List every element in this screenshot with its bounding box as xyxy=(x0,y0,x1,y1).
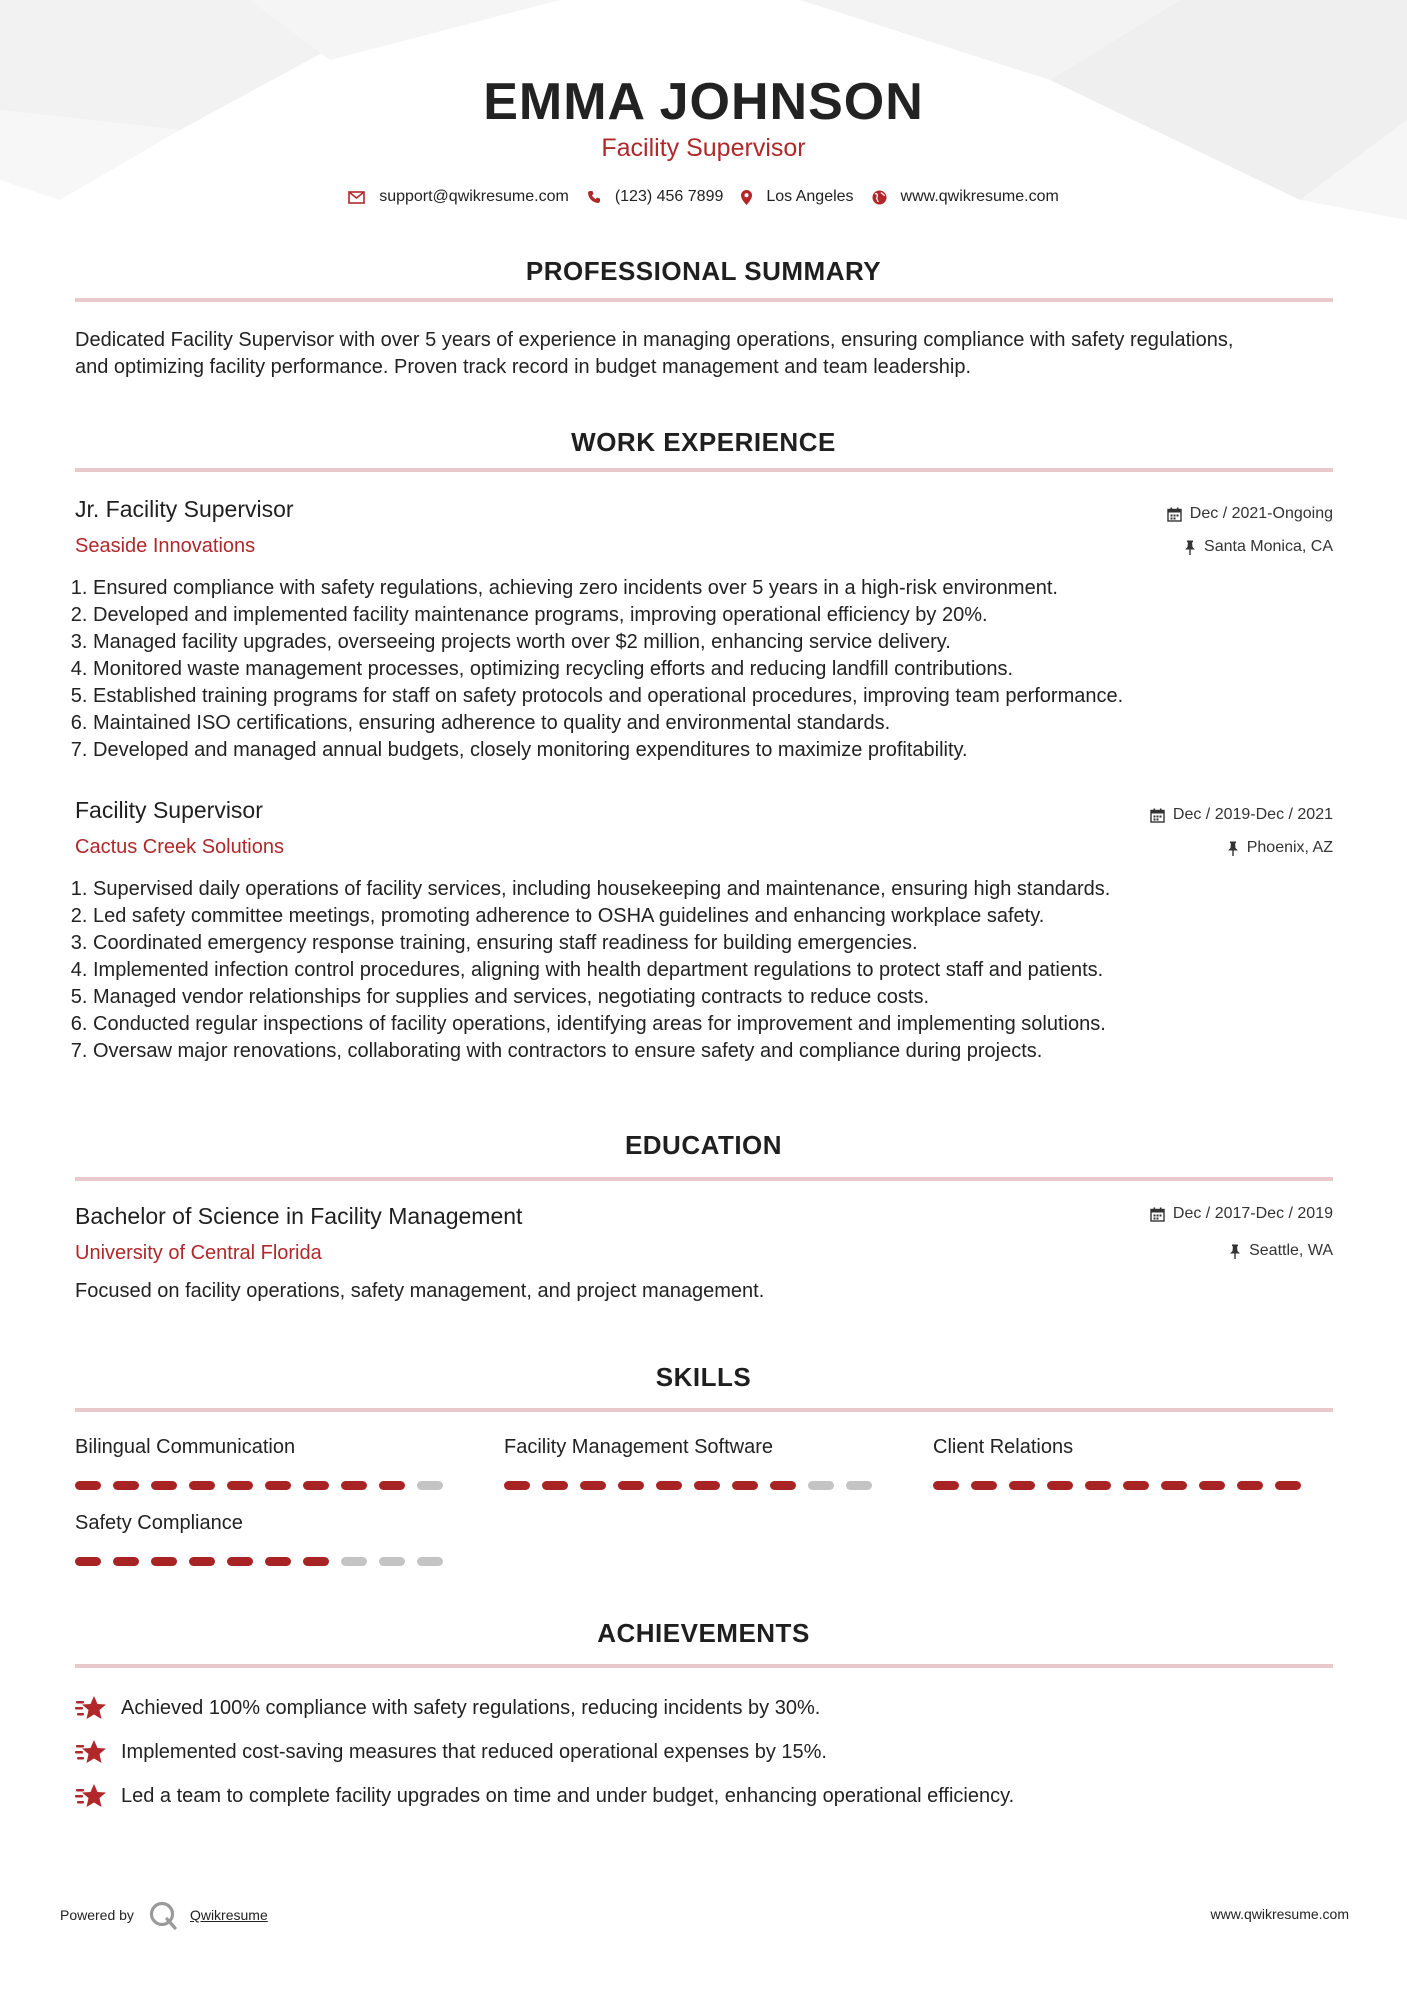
contact-location xyxy=(741,188,853,206)
skill-dash-filled xyxy=(580,1481,606,1490)
candidate-name: EMMA JOHNSON xyxy=(483,73,924,131)
calendar-icon xyxy=(1150,808,1165,823)
pushpin-icon xyxy=(1227,841,1239,856)
education-description: Focused on facility operations, safety management, and project management. xyxy=(75,1280,765,1302)
section-divider xyxy=(75,1177,1333,1181)
skill-dash-filled xyxy=(1047,1481,1073,1490)
job-location-text: Phoenix, AZ xyxy=(1246,839,1333,856)
section-divider xyxy=(75,468,1333,472)
skill-dash-filled xyxy=(1085,1481,1111,1490)
job-dates xyxy=(1150,806,1333,824)
summary-line: and optimizing facility performance. Proven track record in budget management and team leadership. xyxy=(75,356,972,378)
skill-dash-filled xyxy=(227,1481,253,1490)
job-bullet-list xyxy=(72,575,1123,764)
achievement-text: Implemented cost-saving measures that reduced operational expenses by 15%. xyxy=(121,1740,827,1763)
skill-dash-filled xyxy=(1237,1481,1263,1490)
skill-name: Bilingual Communication xyxy=(75,1436,296,1458)
calendar-icon xyxy=(1150,1207,1165,1222)
skill-dash-filled xyxy=(189,1481,215,1490)
education-dates-text: Dec / 2017-Dec / 2019 xyxy=(1172,1205,1333,1222)
section-title-education: EDUCATION xyxy=(624,1130,783,1160)
summary-text xyxy=(75,327,1335,381)
contact-email[interactable] xyxy=(348,188,569,206)
skill-dash-filled xyxy=(656,1481,682,1490)
skill-dash-filled xyxy=(265,1557,291,1566)
list-item: 7. Oversaw major renovations, collaborating with contractors to ensure safety and compliance during projects. xyxy=(93,1038,1110,1065)
skill-item xyxy=(75,1436,455,1490)
list-item: 2. Developed and implemented facility maintenance programs, improving operational efficiency by 20%. xyxy=(93,602,1123,629)
skill-name: Client Relations xyxy=(933,1436,1074,1458)
job-location xyxy=(1227,839,1333,857)
skill-dash-filled xyxy=(1199,1481,1225,1490)
contact-phone[interactable] xyxy=(587,188,724,206)
skill-dash-filled xyxy=(770,1481,796,1490)
skill-dash-empty xyxy=(379,1557,405,1566)
skill-dash-filled xyxy=(151,1481,177,1490)
skill-dash-filled xyxy=(75,1481,101,1490)
skill-dash-filled xyxy=(504,1481,530,1490)
company-name: Seaside Innovations xyxy=(75,535,256,557)
skill-dash-filled xyxy=(303,1557,329,1566)
contact-bar xyxy=(0,188,1407,206)
skill-rating xyxy=(933,1481,1313,1490)
skill-dash-filled xyxy=(732,1481,758,1490)
job-title: Jr. Facility Supervisor xyxy=(75,496,294,522)
list-item: 4. Monitored waste management processes, optimizing recycling efforts and reducing landfill contributions. xyxy=(93,656,1123,683)
skill-dash-filled xyxy=(189,1557,215,1566)
skill-dash-filled xyxy=(303,1481,329,1490)
skill-dash-filled xyxy=(1161,1481,1187,1490)
achievement-text: Led a team to complete facility upgrades on time and under budget, enhancing operational efficiency. xyxy=(121,1784,1015,1807)
skill-item xyxy=(504,1436,884,1490)
skill-name: Safety Compliance xyxy=(75,1512,243,1534)
skill-dash-filled xyxy=(151,1557,177,1566)
footer-powered-by xyxy=(60,1900,268,1930)
list-item: 6. Maintained ISO certifications, ensuring adherence to quality and environmental standards. xyxy=(93,710,1123,737)
skill-dash-filled xyxy=(75,1557,101,1566)
skill-dash-filled xyxy=(379,1481,405,1490)
education-location xyxy=(1229,1242,1333,1260)
skill-dash-filled xyxy=(227,1557,253,1566)
school-name: University of Central Florida xyxy=(75,1242,322,1264)
list-item: 4. Implemented infection control procedures, aligning with health department regulations to protect staff and patients. xyxy=(93,957,1110,984)
degree-title: Bachelor of Science in Facility Management xyxy=(75,1203,523,1229)
skill-rating xyxy=(75,1557,455,1566)
achievement-item xyxy=(75,1695,820,1721)
summary-line: Dedicated Facility Supervisor with over 5 years of experience in managing operations, ensuring compliance with safety regulations, xyxy=(75,329,1234,351)
list-item: 1. Supervised daily operations of facility services, including housekeeping and maintenance, ensuring high standards. xyxy=(93,876,1110,903)
job-location-text: Santa Monica, CA xyxy=(1204,538,1333,555)
skill-dash-empty xyxy=(846,1481,872,1490)
list-item: 5. Established training programs for staff on safety protocols and operational procedures, improving team performance. xyxy=(93,683,1123,710)
star-award-icon xyxy=(75,1695,107,1721)
star-award-icon xyxy=(75,1783,107,1809)
skill-dash-empty xyxy=(417,1557,443,1566)
skill-dash-filled xyxy=(694,1481,720,1490)
skill-rating xyxy=(504,1481,884,1490)
section-divider xyxy=(75,1664,1333,1668)
skill-dash-filled xyxy=(618,1481,644,1490)
skill-name: Facility Management Software xyxy=(504,1436,774,1458)
list-item: 2. Led safety committee meetings, promoting adherence to OSHA guidelines and enhancing workplace safety. xyxy=(93,903,1110,930)
phone-icon xyxy=(587,190,601,204)
skill-dash-filled xyxy=(542,1481,568,1490)
contact-website[interactable] xyxy=(872,188,1059,206)
location-text: Los Angeles xyxy=(766,188,854,205)
job-title: Facility Supervisor xyxy=(75,797,263,823)
phone-text: (123) 456 7899 xyxy=(614,188,724,205)
skill-dash-filled xyxy=(341,1481,367,1490)
skill-item xyxy=(933,1436,1313,1490)
email-icon xyxy=(348,191,365,204)
section-divider xyxy=(75,1408,1333,1412)
section-title-summary: PROFESSIONAL SUMMARY xyxy=(525,256,882,286)
skill-dash-filled xyxy=(1123,1481,1149,1490)
section-title-skills: SKILLS xyxy=(655,1362,752,1392)
skill-dash-empty xyxy=(341,1557,367,1566)
skill-dash-filled xyxy=(971,1481,997,1490)
job-dates-text: Dec / 2019-Dec / 2021 xyxy=(1172,806,1333,823)
job-bullet-list xyxy=(72,876,1110,1065)
footer-website[interactable]: www.qwikresume.com xyxy=(1210,1906,1349,1922)
list-item: 1. Ensured compliance with safety regulations, achieving zero incidents over 5 years in a high-risk environment. xyxy=(93,575,1123,602)
skill-dash-filled xyxy=(113,1557,139,1566)
skill-dash-filled xyxy=(933,1481,959,1490)
pushpin-icon xyxy=(1229,1244,1241,1259)
section-title-achievements: ACHIEVEMENTS xyxy=(597,1618,810,1648)
skill-dash-filled xyxy=(1275,1481,1301,1490)
achievement-text: Achieved 100% compliance with safety regulations, reducing incidents by 30%. xyxy=(121,1696,821,1719)
skill-rating xyxy=(75,1481,455,1490)
skill-dash-empty xyxy=(417,1481,443,1490)
qwikresume-link[interactable]: Qwikresume xyxy=(189,1907,268,1923)
qwikresume-logo-icon xyxy=(148,1900,178,1930)
powered-by-label: Powered by xyxy=(60,1907,134,1923)
job-location xyxy=(1184,538,1333,556)
skill-dash-filled xyxy=(265,1481,291,1490)
skill-dash-filled xyxy=(113,1481,139,1490)
globe-icon xyxy=(872,190,887,205)
pushpin-icon xyxy=(1184,540,1196,555)
list-item: 5. Managed vendor relationships for supplies and services, negotiating contracts to reduce costs. xyxy=(93,984,1110,1011)
star-award-icon xyxy=(75,1739,107,1765)
education-location-text: Seattle, WA xyxy=(1249,1242,1333,1259)
calendar-icon xyxy=(1167,507,1182,522)
achievement-item xyxy=(75,1783,1014,1809)
list-item: 3. Managed facility upgrades, overseeing projects worth over $2 million, enhancing service delivery. xyxy=(93,629,1123,656)
skill-dash-empty xyxy=(808,1481,834,1490)
skill-item xyxy=(75,1512,455,1566)
section-title-experience: WORK EXPERIENCE xyxy=(571,427,836,457)
job-dates xyxy=(1167,505,1333,523)
map-pin-icon xyxy=(741,190,752,205)
list-item: 7. Developed and managed annual budgets, closely monitoring expenditures to maximize profitability. xyxy=(93,737,1123,764)
website-text: www.qwikresume.com xyxy=(900,188,1059,205)
achievement-item xyxy=(75,1739,827,1765)
company-name: Cactus Creek Solutions xyxy=(75,836,284,858)
job-dates-text: Dec / 2021-Ongoing xyxy=(1189,505,1333,522)
skill-dash-filled xyxy=(1009,1481,1035,1490)
candidate-role: Facility Supervisor xyxy=(601,134,806,162)
education-dates xyxy=(1150,1205,1333,1223)
list-item: 3. Coordinated emergency response training, ensuring staff readiness for building emergencies. xyxy=(93,930,1110,957)
list-item: 6. Conducted regular inspections of facility operations, identifying areas for improvement and implementing solutions. xyxy=(93,1011,1110,1038)
email-text: support@qwikresume.com xyxy=(379,188,569,205)
section-divider xyxy=(75,298,1333,302)
